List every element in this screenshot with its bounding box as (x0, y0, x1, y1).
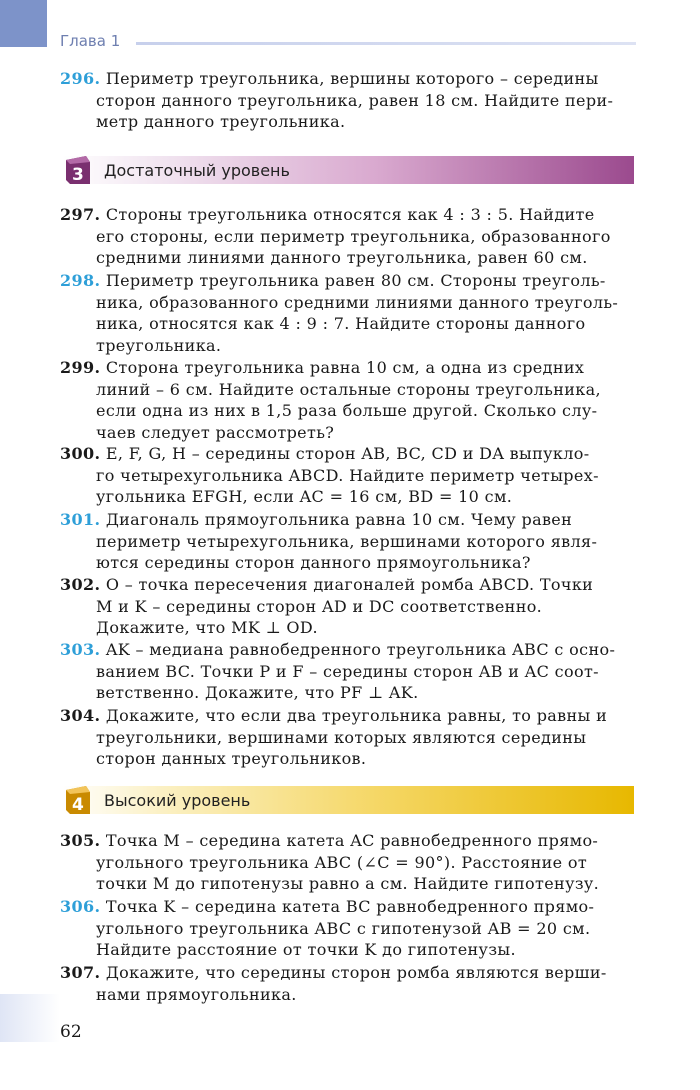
problem-text: сторон данных треугольников. (96, 749, 367, 768)
header-rule (136, 42, 636, 45)
section-header-high (62, 786, 634, 814)
problem-text: треугольника. (96, 335, 222, 355)
problem-306 (60, 896, 640, 961)
problem-text: Докажите, что середины сторон ромба являются верши- (105, 963, 607, 982)
problem-number: 296. (60, 69, 101, 88)
problem-text: ника, относятся как 4 : 9 : 7. Найдите стороны данного (96, 314, 586, 333)
problem-text: Докажите, что MK ⊥ OD. (96, 618, 318, 637)
problem-text: Периметр треугольника равен 80 см. Стороны треуголь- (105, 271, 606, 290)
problem-text: Докажите, что если два треугольника равны, то равны и (105, 706, 608, 725)
section-header-sufficient (62, 156, 634, 184)
problem-text: нами прямоугольника. (96, 984, 297, 1004)
level-4-label: 4 (72, 795, 84, 815)
problem-text: точки M до гипотенузы равно a см. Найдите гипотенузу. (96, 874, 600, 893)
problem-305 (60, 830, 640, 895)
problem-text: Диагональ прямоугольника равна 10 см. Чему равен (105, 510, 573, 529)
problem-300 (60, 443, 640, 508)
problem-296 (60, 68, 640, 133)
page-number: 62 (60, 1022, 82, 1042)
problem-299 (60, 357, 640, 443)
problem-302 (60, 574, 640, 639)
problem-text: Точка M – середина катета AC равнобедренного прямо- (105, 831, 599, 850)
problem-text: Стороны треугольника относятся как 4 : 3 : 5. Найдите (105, 205, 595, 224)
problem-text: M и K – середины сторон AD и DC соответственно. (96, 596, 543, 616)
problem-text: ника, образованного средними линиями данного треуголь- (96, 292, 619, 312)
problem-text: го четырехугольника ABCD. Найдите периметр четырех- (96, 465, 599, 485)
corner-decoration (0, 0, 47, 47)
problem-number: 303. (60, 640, 101, 659)
problem-text: O – точка пересечения диагоналей ромба ABCD. Точки (105, 575, 594, 594)
problem-number: 297. (60, 205, 101, 224)
problem-text: угольного треугольника ABC (∠C = 90°). Расстояние от (96, 852, 588, 872)
problem-text: если одна из них в 1,5 раза больше другой. Сколько слу- (96, 401, 598, 420)
problem-text: периметр четырехугольника, вершинами которого явля- (96, 531, 598, 551)
problem-298 (60, 270, 640, 356)
problem-text: средними линиями данного треугольника, равен 60 см. (96, 248, 588, 267)
problem-text: E, F, G, H – середины сторон AB, BC, CD и DA выпукло- (105, 444, 590, 463)
problem-text: Сторона треугольника равна 10 см, а одна из средних (105, 358, 585, 377)
problem-text: угольного треугольника ABC с гипотенузой AB = 20 см. (96, 918, 591, 938)
problem-301 (60, 509, 640, 574)
problem-text: линий – 6 см. Найдите остальные стороны треугольника, (96, 379, 601, 399)
problem-text: чаев следует рассмотреть? (96, 422, 335, 442)
problem-number: 305. (60, 831, 101, 850)
problem-number: 299. (60, 358, 101, 377)
section-title: Высокий уровень (104, 791, 251, 810)
problem-text: ются середины сторон данного прямоугольника? (96, 553, 531, 572)
section-title: Достаточный уровень (104, 161, 290, 180)
problem-text: ветственно. Докажите, что PF ⊥ AK. (96, 683, 419, 702)
problem-number: 306. (60, 897, 101, 916)
problem-297 (60, 204, 640, 269)
problem-number: 307. (60, 963, 101, 982)
problem-number: 300. (60, 444, 101, 463)
problem-304 (60, 705, 640, 770)
problem-text: Найдите расстояние от точки K до гипотенузы. (96, 940, 516, 959)
problem-text: Точка K – середина катета BC равнобедренного прямо- (105, 897, 595, 916)
problem-text: ванием BC. Точки P и F – середины сторон AB и AC соот- (96, 661, 599, 681)
level-3-label: 3 (72, 165, 84, 185)
problem-text: треугольники, вершинами которых являются середины (96, 727, 587, 747)
problem-text: сторон данного треугольника, равен 18 см. Найдите пери- (96, 90, 614, 110)
footer-decoration (0, 994, 60, 1042)
problem-text: его стороны, если периметр треугольника, образованного (96, 226, 611, 246)
chapter-label: Глава 1 (60, 32, 121, 50)
level-4-cube-icon (62, 784, 92, 816)
problem-text: угольника EFGH, если AC = 16 см, BD = 10 см. (96, 487, 513, 506)
problem-number: 301. (60, 510, 101, 529)
problem-number: 304. (60, 706, 101, 725)
problem-number: 302. (60, 575, 101, 594)
problem-303 (60, 639, 640, 704)
problem-text: Периметр треугольника, вершины которого – середины (105, 69, 599, 88)
problem-number: 298. (60, 271, 101, 290)
problem-text: AK – медиана равнобедренного треугольника ABC с осно- (105, 640, 616, 659)
level-3-cube-icon (62, 154, 92, 186)
problem-307 (60, 962, 640, 1005)
problem-text: метр данного треугольника. (96, 112, 346, 131)
